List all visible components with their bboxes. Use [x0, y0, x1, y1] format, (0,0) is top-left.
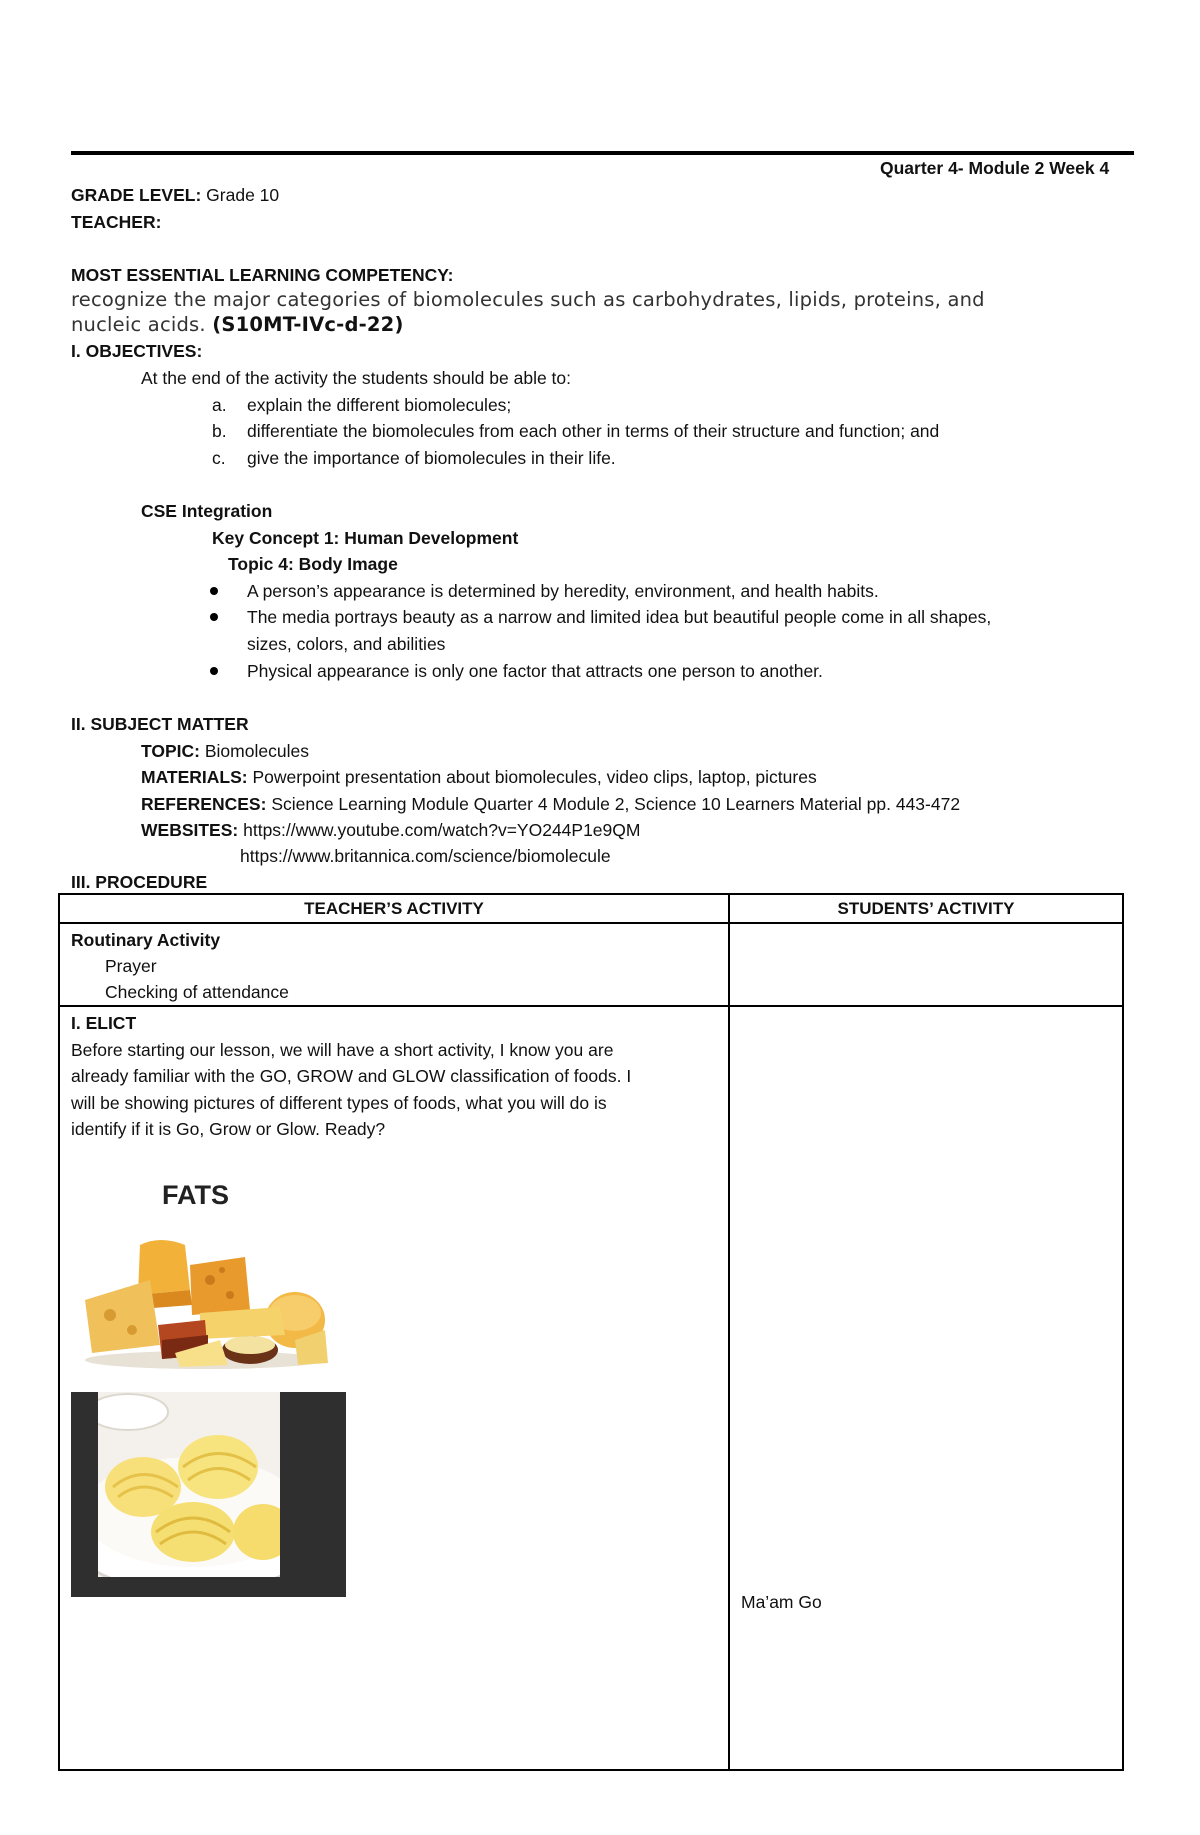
- references-value: Science Learning Module Quarter 4 Module 2, Science 10 Learners Material pp. 443-472: [271, 794, 961, 814]
- elicit-cell: [59, 1006, 729, 1770]
- col-teacher-header: TEACHER’S ACTIVITY: [59, 894, 729, 923]
- quarter-label: Quarter 4- Module 2 Week 4: [880, 158, 1110, 178]
- fats-caption: FATS: [162, 1180, 229, 1210]
- objectives-intro: At the end of the activity the students should be able to:: [141, 368, 572, 388]
- objective-letter: c.: [212, 448, 226, 468]
- cse-bullet-item-cont: sizes, colors, and abilities: [247, 634, 446, 654]
- routinary-item: Prayer: [105, 956, 157, 976]
- elicit-line: Before starting our lesson, we will have a short activity, I know you are: [71, 1039, 614, 1060]
- elicit-line: identify if it is Go, Grow or Glow. Ready?: [71, 1119, 386, 1139]
- subject-materials-line: [141, 767, 817, 788]
- elicit-title: I. ELICT: [71, 1013, 137, 1033]
- table-row: [59, 1006, 1123, 1770]
- elicit-student-cell: [729, 1006, 1123, 1770]
- elicit-line: already familiar with the GO, GROW and GLOW classification of foods. I: [71, 1066, 632, 1086]
- grade-level-value: Grade 10: [206, 185, 280, 205]
- cse-topic: Topic 4: Body Image: [228, 554, 398, 574]
- website-link-1[interactable]: https://www.youtube.com/watch?v=YO244P1e9QM: [243, 820, 641, 840]
- website-link-2[interactable]: https://www.britannica.com/science/biomolecule: [240, 846, 611, 866]
- cse-bullet-item: Physical appearance is only one factor that attracts one person to another.: [247, 661, 823, 681]
- teacher-label: TEACHER:: [71, 212, 162, 232]
- cse-bullet-item: The media portrays beauty as a narrow and limited idea but beautiful people come in all shapes,: [247, 607, 992, 627]
- student-answer: Ma’am Go: [741, 1592, 822, 1612]
- bullet-icon: [210, 667, 218, 675]
- col-students-header: STUDENTS’ ACTIVITY: [729, 894, 1123, 923]
- objective-letter: b.: [212, 421, 227, 441]
- cse-heading: CSE Integration: [141, 501, 273, 521]
- objective-item: give the importance of biomolecules in their life.: [247, 448, 616, 468]
- elicit-line: will be showing pictures of different types of foods, what you will do is: [71, 1092, 607, 1113]
- objectives-heading: I. OBJECTIVES:: [71, 341, 203, 361]
- table-header-row: [59, 894, 1123, 923]
- cheese-image: [80, 1235, 330, 1370]
- competency-line-1: recognize the major categories of biomolecules such as carbohydrates, lipids, proteins, and: [71, 288, 985, 311]
- header-rule: [71, 151, 1134, 155]
- subject-topic-line: [141, 741, 309, 762]
- references-label: REFERENCES:: [141, 794, 267, 814]
- grade-level-line: [71, 185, 279, 206]
- topic-label: TOPIC:: [141, 741, 200, 761]
- topic-value: Biomolecules: [204, 741, 309, 761]
- butter-image: [98, 1392, 280, 1577]
- cse-key-concept: Key Concept 1: Human Development: [212, 528, 519, 548]
- competency-text: nucleic acids.: [71, 313, 206, 336]
- competency-heading: MOST ESSENTIAL LEARNING COMPETENCY:: [71, 265, 454, 285]
- subject-references-line: [141, 794, 960, 815]
- competency-line-2: [71, 313, 404, 336]
- objective-item: explain the different biomolecules;: [247, 395, 512, 415]
- subject-heading: II. SUBJECT MATTER: [71, 714, 249, 734]
- grade-level-label: GRADE LEVEL:: [71, 185, 202, 205]
- table-row: [59, 923, 1123, 1006]
- websites-label: WEBSITES:: [141, 820, 239, 840]
- materials-value: Powerpoint presentation about biomolecules, video clips, laptop, pictures: [252, 767, 817, 787]
- bullet-icon: [210, 613, 218, 621]
- objective-item: differentiate the biomolecules from each other in terms of their structure and function; and: [247, 421, 940, 441]
- routinary-item: Checking of attendance: [105, 982, 289, 1002]
- materials-label: MATERIALS:: [141, 767, 248, 787]
- subject-websites-line: [141, 820, 640, 841]
- bullet-icon: [210, 587, 218, 595]
- routinary-cell: [59, 923, 729, 1006]
- objective-letter: a.: [212, 395, 227, 415]
- cse-bullet-item: A person’s appearance is determined by heredity, environment, and health habits.: [247, 581, 879, 601]
- routinary-student-cell: [729, 923, 1123, 1006]
- routinary-title: Routinary Activity: [71, 930, 221, 950]
- competency-code: (S10MT-IVc-d-22): [212, 313, 404, 336]
- butter-image-frame: [71, 1392, 346, 1597]
- procedure-heading: III. PROCEDURE: [71, 872, 208, 892]
